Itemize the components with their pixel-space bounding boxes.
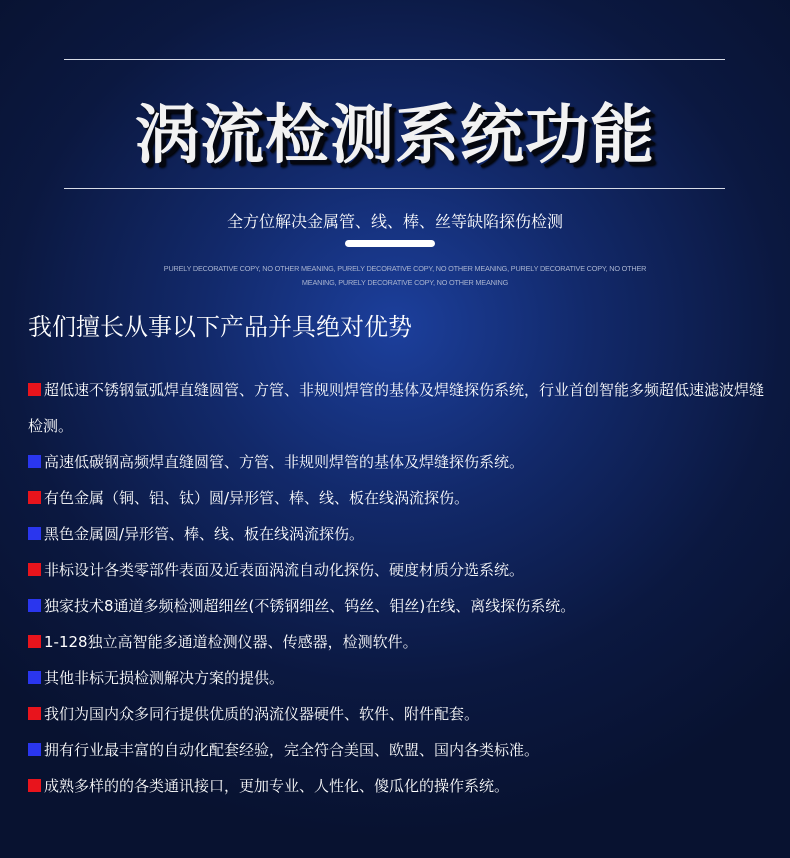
feature-item — [28, 732, 768, 768]
page-title: 涡流检测系统功能 — [135, 99, 655, 173]
square-bullet-icon — [28, 455, 41, 468]
feature-text: 成熟多样的的各类通讯接口，更加专业、人性化、傻瓜化的操作系统。 — [44, 777, 510, 795]
decorative-copy: PURELY DECORATIVE COPY, NO OTHER MEANING, PURELY DECORATIVE COPY, NO OTHER MEANING, PURELY DECORATIVE COPY, NO OTHER MEANING, PURELY DECORATIVE COPY, NO OTHER MEANING — [163, 264, 647, 287]
square-bullet-icon — [28, 635, 41, 648]
feature-item — [28, 372, 768, 444]
square-bullet-icon — [28, 707, 41, 720]
feature-item — [28, 444, 768, 480]
feature-text: 拥有行业最丰富的自动化配套经验，完全符合美国、欧盟、国内各类标准。 — [44, 741, 540, 759]
feature-item — [28, 516, 768, 552]
feature-list — [28, 372, 768, 804]
square-bullet-icon — [28, 779, 41, 792]
square-bullet-icon — [28, 599, 41, 612]
feature-item — [28, 696, 768, 732]
square-bullet-icon — [28, 563, 41, 576]
feature-item — [28, 768, 768, 804]
feature-item — [28, 552, 768, 588]
feature-text: 其他非标无损检测解决方案的提供。 — [44, 669, 285, 687]
square-bullet-icon — [28, 383, 41, 396]
square-bullet-icon — [28, 491, 41, 504]
decorative-pill — [345, 240, 435, 247]
feature-text: 独家技术8通道多频检测超细丝(不锈钢细丝、钨丝、钼丝)在线、离线探伤系统。 — [44, 597, 576, 615]
square-bullet-icon — [28, 671, 41, 684]
feature-item — [28, 588, 768, 624]
feature-text: 1-128独立高智能多通道检测仪器、传感器，检测软件。 — [44, 633, 418, 651]
square-bullet-icon — [28, 527, 41, 540]
feature-text: 非标设计各类零部件表面及近表面涡流自动化探伤、硬度材质分选系统。 — [44, 561, 525, 579]
feature-text: 我们为国内众多同行提供优质的涡流仪器硬件、软件、附件配套。 — [44, 705, 480, 723]
feature-item — [28, 660, 768, 696]
top-divider — [64, 59, 725, 60]
feature-text: 超低速不锈钢氩弧焊直缝圆管、方管、非规则焊管的基体及焊缝探伤系统，行业首创智能多频超低速滤波焊缝检测。 — [28, 381, 765, 435]
square-bullet-icon — [28, 743, 41, 756]
section-heading: 我们擅长从事以下产品并具绝对优势 — [28, 313, 412, 341]
bottom-divider — [64, 188, 725, 189]
subtitle: 全方位解决金属管、线、棒、丝等缺陷探伤检测 — [226, 212, 563, 231]
feature-text: 黑色金属圆/异形管、棒、线、板在线涡流探伤。 — [44, 525, 365, 543]
feature-item — [28, 480, 768, 516]
feature-text: 有色金属（铜、铝、钛）圆/异形管、棒、线、板在线涡流探伤。 — [44, 489, 470, 507]
feature-text: 高速低碳钢高频焊直缝圆管、方管、非规则焊管的基体及焊缝探伤系统。 — [44, 453, 525, 471]
feature-item — [28, 624, 768, 660]
